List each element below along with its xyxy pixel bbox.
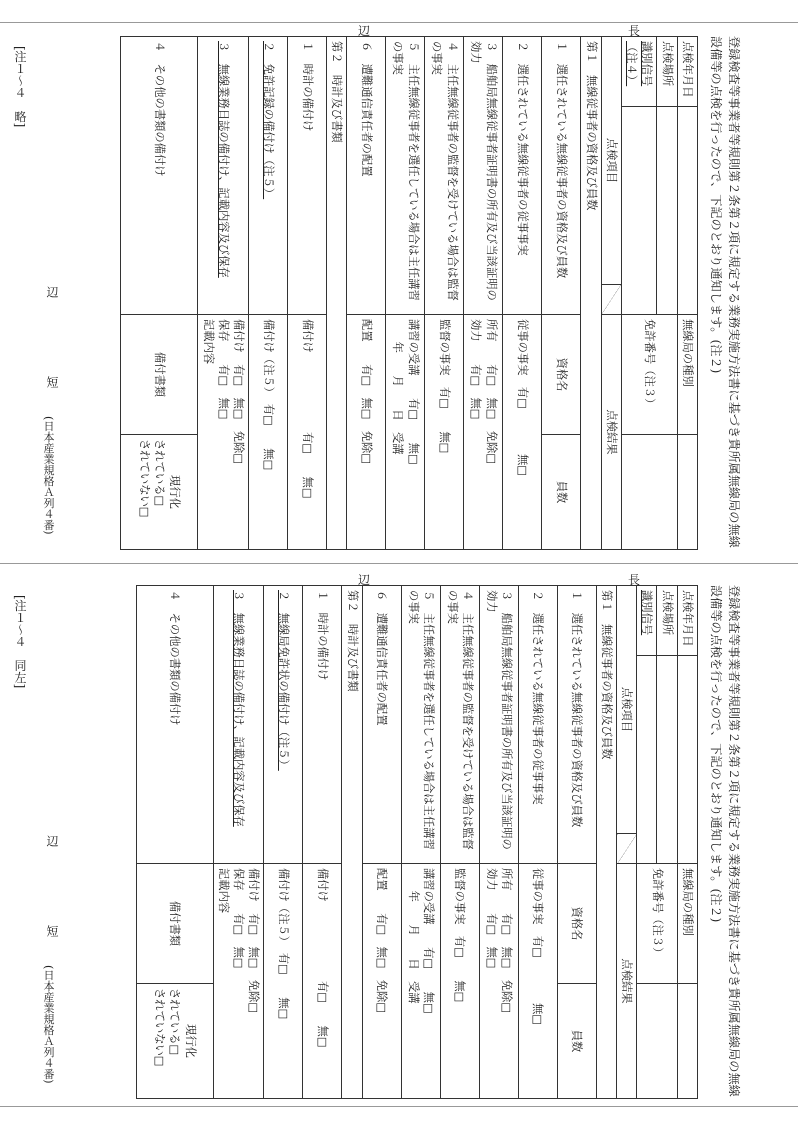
section2-item-row <box>264 586 303 1099</box>
date-value[interactable] <box>677 107 697 315</box>
currency-label: 現行化 <box>183 1024 197 1058</box>
section1-item-row <box>479 586 518 1099</box>
section2-item-label: ２ 免許記録の備付け（注５） <box>249 37 288 315</box>
result-column-header: 点検結果 <box>601 315 621 550</box>
documents-label: 備付書類 <box>153 351 167 398</box>
section2-item-result[interactable]: 備付け 有□ 無□ <box>288 315 327 550</box>
section1-item-result[interactable]: 監督の事実 有□ 無□ <box>425 315 464 550</box>
section1-item-row <box>557 586 596 1099</box>
header-row-date <box>677 37 697 550</box>
result-column-header: 点検結果 <box>617 864 637 1099</box>
section1-item-label: ２ 選任されている無線従事者の従事事実 <box>503 37 542 315</box>
rotated-form-body <box>58 36 742 549</box>
headcount-cell: 員数 <box>557 984 596 1099</box>
ident-value[interactable] <box>637 656 657 864</box>
section1-item-result[interactable]: 従事の事実 有□ 無□ <box>518 864 557 1099</box>
date-label: 点検年月日 <box>677 586 697 656</box>
form-upper <box>13 24 742 549</box>
place-label: 点検場所 <box>657 586 677 656</box>
section1-item-label: ２ 選任されている無線従事者の従事事実 <box>518 586 557 864</box>
section1-item-label: ３ 船舶局無線従事者証明書の所有及び当該証明の効力 <box>479 586 518 864</box>
section2-title: 第２ 時計及び書類 <box>342 586 362 1099</box>
section1-item-label: ５ 主任無線従事者を選任している場合は主任講習の事実 <box>401 586 440 864</box>
header-row-place <box>657 586 677 1099</box>
note-label: [注１～４ 同左] <box>13 595 27 689</box>
section1-item-label: １ 選任されている無線従事者の資格及び員数 <box>557 586 596 864</box>
size-standard-label: (日本産業規格Ａ列４番) <box>42 965 55 1084</box>
section1-row <box>581 37 601 550</box>
section2-item-result[interactable]: 備付け 有□ 無□ <box>303 864 342 1099</box>
section2-item-result[interactable]: 備付け（注５） 有□ 無□ <box>249 315 288 550</box>
ident-value[interactable] <box>622 107 658 315</box>
side-label-left: 辺 <box>45 286 59 298</box>
section2-item-label: ２ 無線局免許状の備付け（注５） <box>264 586 303 864</box>
section1-item-label: ４ 主任無線従事者の監督を受けている場合は監督の事実 <box>440 586 479 864</box>
section2-item-row <box>288 37 327 550</box>
section2-row <box>342 586 362 1099</box>
currency-not-done-option[interactable]: されていない□ <box>153 988 167 1067</box>
license-no-value[interactable] <box>637 984 678 1099</box>
date-label: 点検年月日 <box>677 37 697 107</box>
section2-row <box>327 37 347 550</box>
ident-label: 識別信号 <box>637 586 657 656</box>
column-header-row <box>617 586 637 1099</box>
section1-item-result[interactable]: 所有 有□ 無□ 免除□ 効力 有□ 無□ <box>479 864 518 1099</box>
section1-item-label: １ 選任されている無線従事者の資格及び員数 <box>542 37 581 315</box>
license-no-label: 免許番号（注３） <box>622 315 678 435</box>
section2-title: 第２ 時計及び書類 <box>327 37 347 550</box>
section1-item-label: ３ 船舶局無線従事者証明書の所有及び当該証明の効力 <box>464 37 503 315</box>
section1-item-row <box>440 586 479 1099</box>
side-label-top: 辺 <box>358 573 371 587</box>
section1-item-row <box>401 586 440 1099</box>
size-standard-label: (日本産業規格Ａ列４番) <box>42 416 55 535</box>
documents-cell <box>136 864 213 984</box>
item-column-header: 点検項目 <box>617 586 637 834</box>
inspection-table <box>121 36 699 550</box>
section1-item-label: ６ 遭難通信責任者の配置 <box>362 586 401 864</box>
section1-item-label: ５ 主任無線従事者を選任している場合は主任講習の事実 <box>386 37 425 315</box>
section1-item-result[interactable]: 配置 有□ 無□ 免除□ <box>362 864 401 1099</box>
section2-item-result[interactable]: 備付け（注５） 有□ 無□ <box>264 864 303 1099</box>
section1-item-row <box>362 586 401 1099</box>
section1-item-result[interactable]: 監督の事実 有□ 無□ <box>440 864 479 1099</box>
section2-item-row <box>213 586 264 1099</box>
documents-label: 備付書類 <box>168 900 182 947</box>
side-label-top: 辺 <box>358 24 371 38</box>
section2-item-row <box>198 37 249 550</box>
section1-item-row <box>425 37 464 550</box>
header-row-date <box>677 586 697 1099</box>
currency-done-option[interactable]: されている□ <box>168 988 182 1056</box>
section2-item-label: １ 時計の備付け <box>288 37 327 315</box>
station-type-label: 無線局の種別 <box>677 864 697 984</box>
top-edge-line <box>0 22 798 23</box>
section1-item-row <box>347 37 386 550</box>
intro-text: 登録検査等事業者等規則第２条第２項に規定する業務実施方法書に基づき貴所属無線局の無線設備等の点検を行ったので、下記のとおり通知します。(注２) <box>709 585 741 1097</box>
intro-text: 登録検査等事業者等規則第２条第２項に規定する業務実施方法書に基づき貴所属無線局の無線設備等の点検を行ったので、下記のとおり通知します。(注２) <box>709 36 741 548</box>
station-type-label: 無線局の種別 <box>677 315 697 435</box>
headcount-cell: 員数 <box>542 435 581 550</box>
section1-item-row <box>518 586 557 1099</box>
side-label-left: 辺 <box>45 835 59 847</box>
section1-item-result[interactable]: 講習の受講 有□ 無□ 年 月 日 受講 <box>386 315 425 550</box>
license-no-label: 免許番号（注３） <box>637 864 678 984</box>
currency-not-done-option[interactable]: されていない□ <box>137 439 151 518</box>
rotated-form-body <box>58 585 742 1098</box>
diagonal-cell <box>601 285 621 315</box>
section2-item-label: ３ 無線業務日誌の備付け、記載内容及び保存 <box>213 586 264 864</box>
date-value[interactable] <box>677 656 697 864</box>
item-column-header: 点検項目 <box>601 37 621 285</box>
section1-item-label: ６ 遭難通信責任者の配置 <box>347 37 386 315</box>
section2-item-label: ４ その他の書類の備付け <box>136 586 213 864</box>
section1-item-result[interactable]: 配置 有□ 無□ 免除□ <box>347 315 386 550</box>
header-row-place <box>657 37 677 550</box>
section2-item-result[interactable]: 備付け 有□ 無□ 免除□ 保存 有□ 無□ 記載内容 <box>198 315 249 550</box>
place-label: 点検場所 <box>657 37 677 107</box>
station-type-value[interactable] <box>677 984 697 1099</box>
license-no-value[interactable] <box>622 435 678 550</box>
qualification-name-cell: 資格名 <box>542 315 581 435</box>
section2-item-row <box>136 586 213 1099</box>
place-value[interactable] <box>657 656 677 864</box>
documents-cell <box>121 315 198 435</box>
section1-item-result[interactable]: 従事の事実 有□ 無□ <box>503 315 542 550</box>
currency-label: 現行化 <box>168 475 182 509</box>
long-side-label: 長 <box>628 573 641 587</box>
inspection-table <box>136 585 698 1099</box>
short-side-label: 短 <box>45 376 59 388</box>
section1-item-row <box>386 37 425 550</box>
section1-item-label: ４ 主任無線従事者の監督を受けている場合は監督の事実 <box>425 37 464 315</box>
station-type-value[interactable] <box>677 435 697 550</box>
qualification-name-cell: 資格名 <box>557 864 596 984</box>
currency-cell <box>136 984 213 1099</box>
middle-cut-line <box>0 563 798 564</box>
section1-item-result[interactable]: 講習の受講 有□ 無□ 年 月 日 受講 <box>401 864 440 1099</box>
column-header-row <box>601 37 621 550</box>
section2-item-row <box>121 37 198 550</box>
section1-item-row <box>503 37 542 550</box>
ident-label: 識別信号（注４） <box>622 37 658 107</box>
currency-cell <box>121 435 198 550</box>
section2-item-result[interactable]: 備付け 有□ 無□ 免除□ 保存 有□ 無□ 記載内容 <box>213 864 264 1099</box>
note-label: [注１～４ 略] <box>13 46 27 128</box>
section2-item-label: ４ その他の書類の備付け <box>121 37 198 315</box>
section1-item-result[interactable]: 所有 有□ 無□ 免除□ 効力 有□ 無□ <box>464 315 503 550</box>
section1-title: 第１ 無線従事者の資格及び員数 <box>596 586 616 1099</box>
section2-item-row <box>303 586 342 1099</box>
short-side-label: 短 <box>45 925 59 937</box>
section2-item-label: １ 時計の備付け <box>303 586 342 864</box>
section2-item-row <box>249 37 288 550</box>
place-value[interactable] <box>657 107 677 315</box>
long-side-label: 長 <box>628 24 641 38</box>
form-lower <box>13 573 742 1098</box>
diagonal-cell <box>617 834 637 864</box>
section1-row <box>596 586 616 1099</box>
section2-item-label: ３ 無線業務日誌の備付け、記載内容及び保存 <box>198 37 249 315</box>
bottom-edge-line <box>0 1106 798 1107</box>
section1-item-row <box>464 37 503 550</box>
currency-done-option[interactable]: されている□ <box>153 439 167 507</box>
section1-title: 第１ 無線従事者の資格及び員数 <box>581 37 601 550</box>
section1-item-row <box>542 37 581 550</box>
